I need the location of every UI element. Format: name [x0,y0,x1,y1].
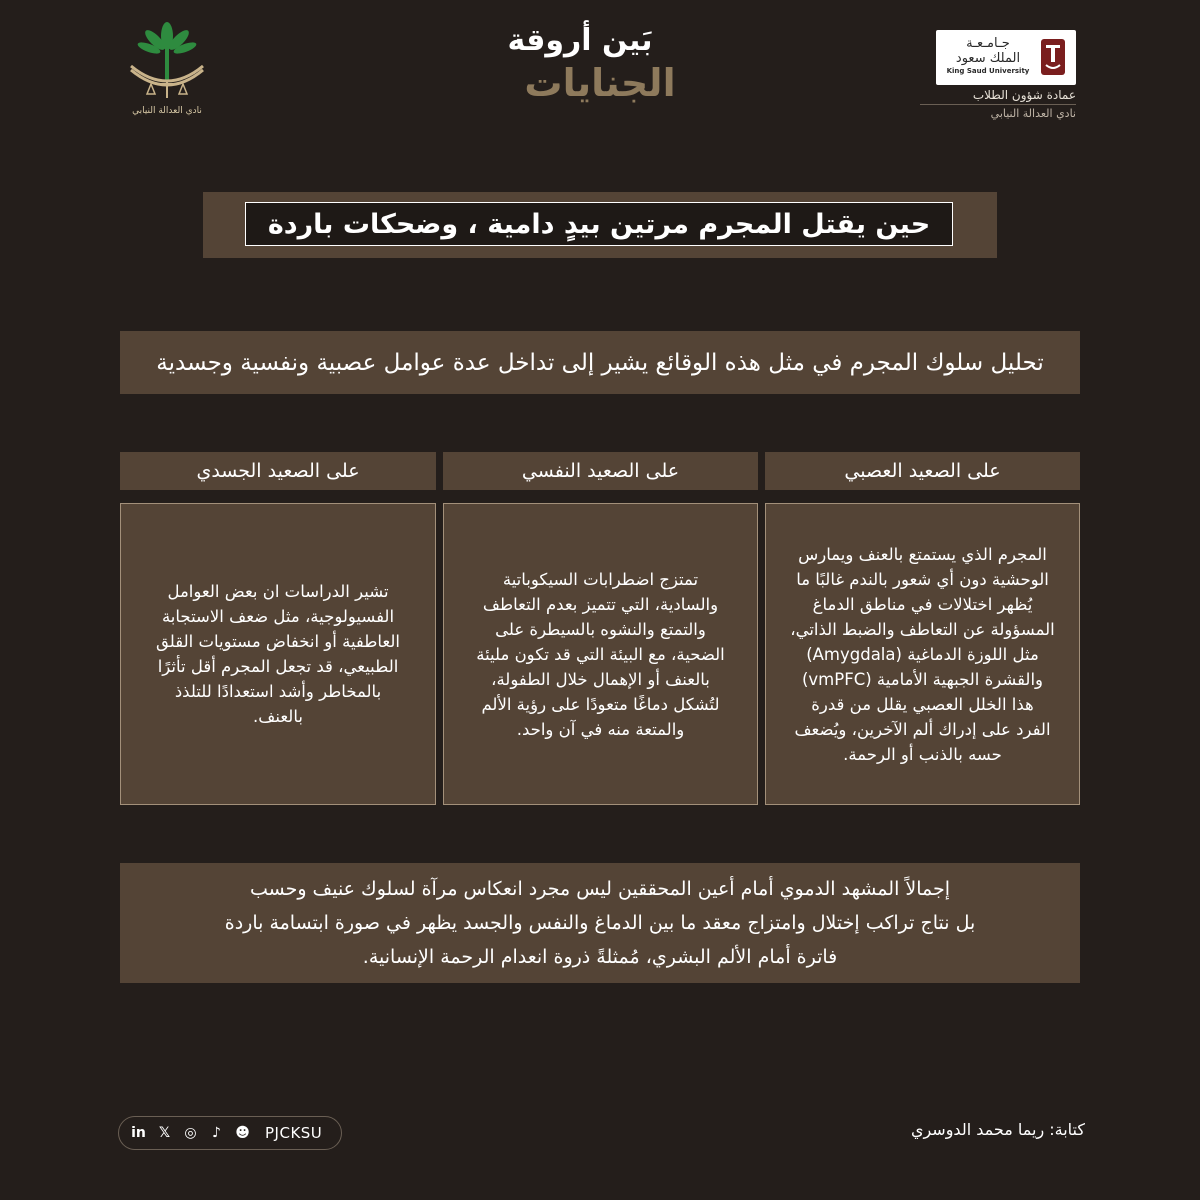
psych-column-header [443,452,758,490]
text-line: تمتزج اضطرابات السيكوباتية [502,569,699,589]
text-line: بالعنف أو الإهمال خلال الطفولة، [491,669,710,689]
social-handle[interactable]: PJCKSU [265,1124,323,1142]
tiktok-icon[interactable]: ♪ [212,1125,221,1141]
university-subtitle [920,88,1076,120]
club-emblem [112,18,222,128]
series-title [470,22,730,122]
phys-column-text [156,579,400,729]
text-line: الفرد على إدراك ألم الآخرين، ويُضعف [794,719,1051,739]
text-line: المجرم الذي يستمتع بالعنف ويمارس [798,544,1047,564]
university-logo [936,30,1076,85]
text-line: بل نتاج تراكب إختلال وامتزاج معقد ما بين الدماغ والنفس والجسد يظهر في صورة ابتسامة باردة [224,912,976,934]
psych-column-title: على الصعيد النفسي [521,460,680,482]
phys-column-body [120,503,436,805]
text-line: يُظهر اختلالات في مناطق الدماغ [812,594,1033,614]
phys-column-header [120,452,436,490]
series-title-line1: بَين أروقة [507,23,653,58]
headline: حين يقتل المجرم مرتين بيدٍ دامية ، وضحكات باردة [267,208,931,240]
palm-swords-icon [117,18,217,104]
conclusion-panel [120,863,1080,983]
neuro-column-body [765,503,1080,805]
text-line: مثل اللوزة الدماغية (Amygdala) [806,644,1039,664]
subheading: تحليل سلوك المجرم في مثل هذه الوقائع يشير إلى تداخل عدة عوامل عصبية ونفسية وجسدية [156,349,1044,376]
university-name-ar-2: الملك سعود [955,51,1021,66]
text-line: بالعنف. [253,707,303,726]
text-line: العاطفية أو انخفاض مستويات القلق [156,632,400,651]
x-icon[interactable]: 𝕏 [158,1125,171,1141]
social-links-bar [118,1116,342,1150]
university-name-ar-1: جـامـعـة [966,36,1010,51]
text-line: المسؤولة عن التعاطف والضبط الذاتي، [790,619,1055,639]
deanship-label: عمادة شؤون الطلاب [920,88,1076,105]
text-line: والسادية، التي تتميز بعدم التعاطف [482,594,719,614]
text-line: فاترة أمام الألم البشري، مُمثلةً ذروة انعدام الرحمة الإنسانية. [362,946,838,968]
snapchat-icon[interactable]: ☻ [235,1125,250,1141]
text-line: الضحية، مع البيئة التي قد تكون مليئة [476,644,725,664]
text-line: والقشرة الجبهية الأمامية (vmPFC) [801,669,1043,689]
text-line: الطبيعي، قد تجعل المجرم أقل تأثرًا [157,657,399,676]
text-line: والمتعة منه في آن واحد. [516,719,685,739]
text-line: حسه بالذنب أو الرحمة. [843,744,1002,764]
university-name-en: King Saud University [946,67,1030,75]
series-title-line2: الجنايات [524,61,676,105]
university-crest-icon [1038,37,1068,77]
club-label: نادي العدالة النيابي [990,107,1076,120]
headline-box [245,202,953,246]
text-line: هذا الخلل العصبي يقلل من قدرة [811,694,1034,714]
club-caption: نادي العدالة النيابي [132,106,202,116]
text-line: تشير الدراسات ان بعض العوامل [167,582,389,601]
phys-column-title: على الصعيد الجسدي [196,460,360,482]
text-line: الفسيولوجية، مثل ضعف الاستجابة [161,607,395,626]
neuro-column-title: على الصعيد العصبي [844,460,1001,482]
neuro-column-header [765,452,1080,490]
text-line: إجمالاً المشهد الدموي أمام أعين المحققين ليس مجرد انعكاس مرآة لسلوك عنيف وحسب [249,878,951,900]
neuro-column-text [790,542,1054,767]
psych-column-text [476,567,725,742]
subheading-panel [120,331,1080,394]
author-credit: كتابة: ريما محمد الدوسري [910,1120,1085,1139]
psych-column-body [443,503,758,805]
text-line: والتمتع والنشوه بالسيطرة على [495,619,706,639]
text-line: بالمخاطر وأشد استعدادًا للتلذذ [174,682,382,701]
text-line: الوحشية دون أي شعور بالندم غالبًا ما [796,569,1049,589]
linkedin-icon[interactable]: in [131,1125,146,1141]
instagram-icon[interactable]: ◎ [184,1125,197,1141]
text-line: لتُشكل دماغًا متعودًا على رؤية الألم [481,694,720,714]
conclusion-text [225,872,976,974]
headline-panel [203,192,997,258]
